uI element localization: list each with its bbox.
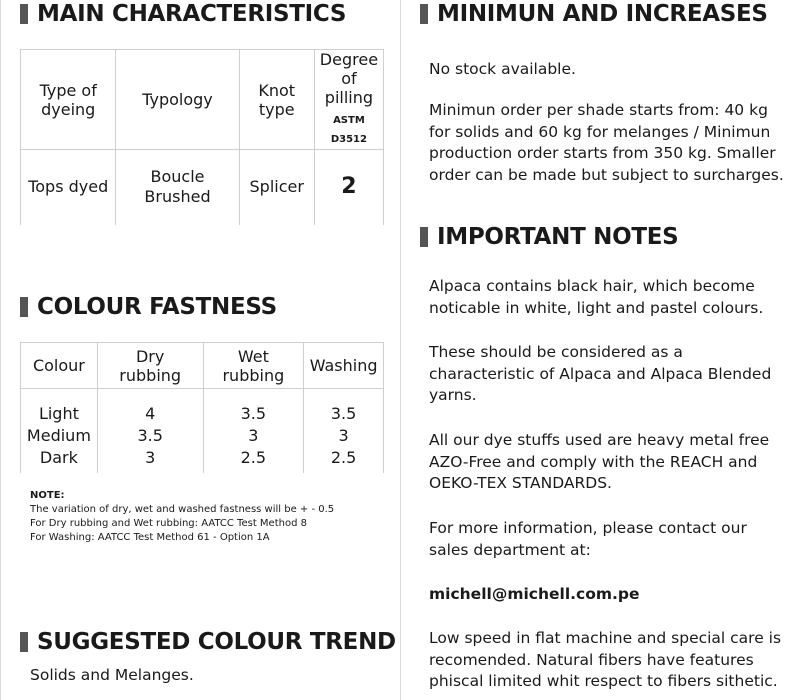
- cell-type-of-dyeing: Tops dyed: [21, 150, 116, 225]
- header-colour: Colour: [21, 343, 98, 389]
- suggested-colour-trend-title: [20, 629, 396, 655]
- contact-note: For more information, please contact our sales department at:: [429, 519, 747, 559]
- left-page-edge: [0, 0, 1, 700]
- main-characteristics-label: MAIN CHARACTERISTICS: [37, 1, 347, 27]
- cell-dry-medium: 3.5: [97, 425, 203, 447]
- cell-washing-dark: 2.5: [304, 447, 384, 469]
- suggested-colour-trend-text: Solids and Melanges.: [30, 666, 194, 684]
- astm-standard-label: ASTM D3512: [330, 115, 367, 145]
- header-knot-type: Knot type: [239, 50, 314, 150]
- cell-washing-light: 3.5: [304, 403, 384, 425]
- column-divider: [400, 0, 401, 700]
- cell-degree-of-pilling: 2: [314, 150, 383, 225]
- table-row: [21, 447, 384, 469]
- alpaca-characteristic-note: These should be considered as a characteristic of Alpaca and Alpaca Blended yarns.: [429, 343, 772, 404]
- title-bar-icon: [20, 4, 28, 24]
- important-notes-title: [420, 224, 678, 250]
- minimum-and-increases-title: [420, 1, 768, 27]
- alpaca-hair-note: Alpaca contains black hair, which become noticable in white, light and pastel colours.: [429, 277, 764, 317]
- cell-wet-medium: 3: [203, 425, 304, 447]
- colour-fastness-label: COLOUR FASTNESS: [37, 294, 277, 320]
- suggested-colour-trend-label: SUGGESTED COLOUR TREND: [37, 629, 396, 655]
- note-line: For Washing: AATCC Test Method 61 - Option 1A: [30, 532, 270, 543]
- title-bar-icon: [420, 227, 428, 247]
- table-row: [21, 403, 384, 425]
- cell-washing-medium: 3: [304, 425, 384, 447]
- colour-fastness-title: [20, 294, 277, 320]
- title-bar-icon: [420, 4, 428, 24]
- note-heading: NOTE:: [30, 490, 65, 501]
- title-bar-icon: [20, 632, 28, 652]
- dye-stuffs-note: All our dye stuffs used are heavy metal free AZO-Free and comply with the REACH and OEKO-TEX STANDARDS.: [429, 431, 770, 492]
- machine-speed-note: Low speed in flat machine and special care is recomended. Natural fibers have features phiscal limited whit respect to fibers sithetic.: [429, 629, 782, 690]
- note-line: The variation of dry, wet and washed fastness will be + - 0.5: [30, 504, 335, 515]
- cell-typology: Boucle Brushed: [116, 150, 239, 225]
- cell-wet-light: 3.5: [203, 403, 304, 425]
- header-wet-rubbing: Wet rubbing: [203, 343, 304, 389]
- cell-colour-light: Light: [21, 403, 98, 425]
- cell-colour-dark: Dark: [21, 447, 98, 469]
- main-characteristics-title: [20, 1, 346, 27]
- header-degree-of-pilling: [314, 50, 383, 150]
- cell-knot-type: Splicer: [239, 150, 314, 225]
- note-line: For Dry rubbing and Wet rubbing: AATCC Test Method 8: [30, 518, 307, 529]
- fastness-note: [30, 489, 334, 545]
- cell-wet-dark: 2.5: [203, 447, 304, 469]
- stock-availability-text: No stock available.: [429, 60, 576, 78]
- cell-dry-light: 4: [97, 403, 203, 425]
- title-bar-icon: [20, 297, 28, 317]
- table-row: [21, 425, 384, 447]
- minimum-and-increases-label: MINIMUN AND INCREASES: [437, 1, 768, 27]
- contact-email-link[interactable]: michell@michell.com.pe: [429, 585, 640, 603]
- header-type-of-dyeing: Type of dyeing: [21, 50, 116, 150]
- header-dry-rubbing: Dry rubbing: [97, 343, 203, 389]
- header-typology: Typology: [116, 50, 239, 150]
- colour-fastness-table: [20, 342, 384, 473]
- degree-of-pilling-label: Degree of pilling: [319, 50, 379, 107]
- cell-dry-dark: 3: [97, 447, 203, 469]
- important-notes-label: IMPORTANT NOTES: [437, 224, 679, 250]
- minimum-order-text: Minimun order per shade starts from: 40 kg for solids and 60 kg for melanges / Minimun production order starts from 350 kg. Smaller order can be made but subject to surcharges.: [429, 101, 784, 184]
- table-row: [21, 150, 384, 225]
- main-characteristics-table: [20, 49, 384, 225]
- header-washing: Washing: [304, 343, 384, 389]
- cell-colour-medium: Medium: [21, 425, 98, 447]
